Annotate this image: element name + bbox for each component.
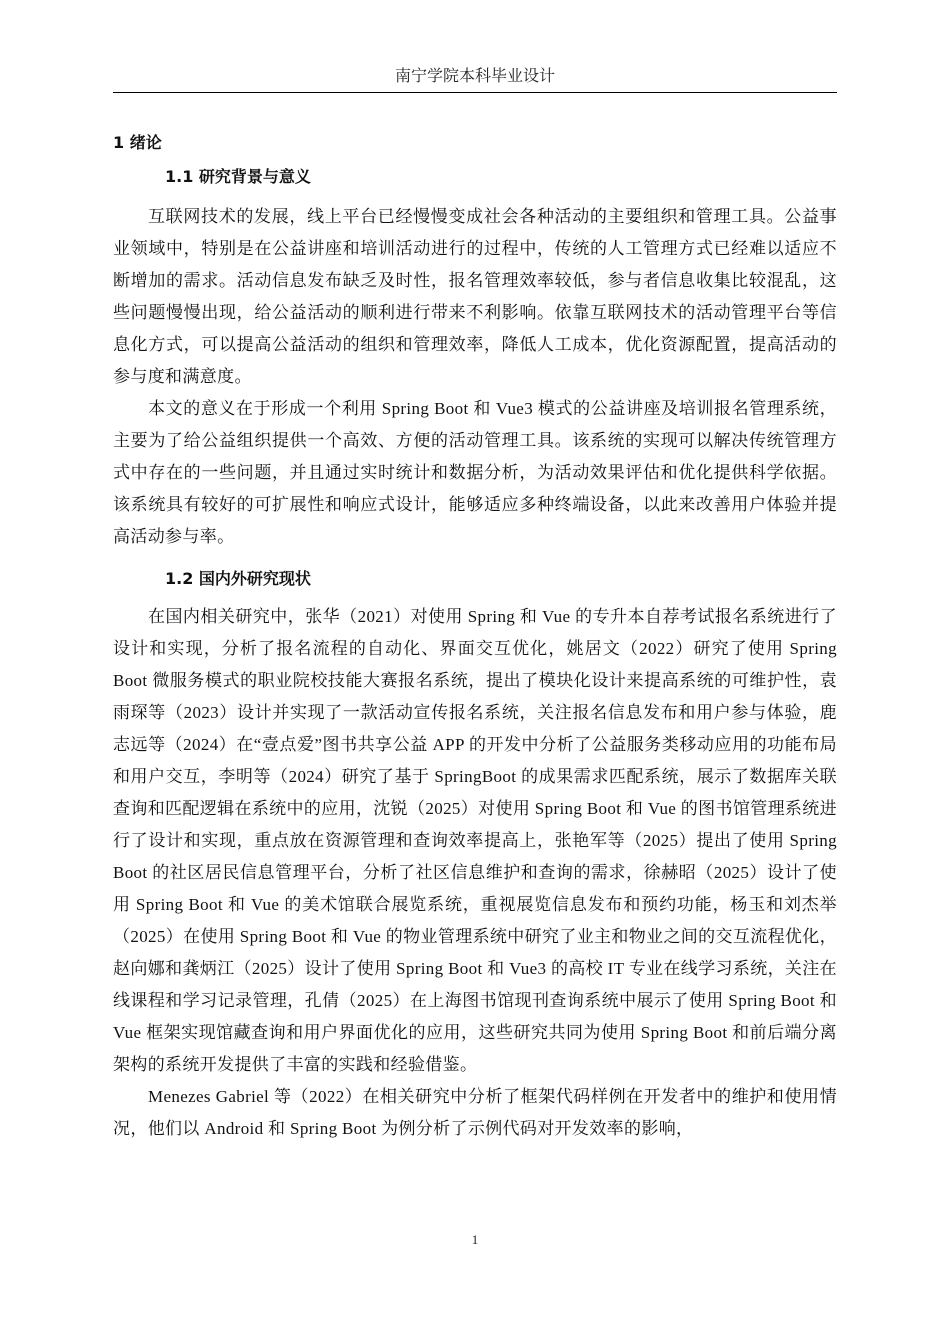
chapter-heading: 1 绪论	[113, 133, 162, 152]
paragraph: 在国内相关研究中，张华（2021）对使用 Spring 和 Vue 的专升本自荐考试报名系统进行了设计和实现，分析了报名流程的自动化、界面交互优化，姚居文（2022）研究了使用 Spring Boot 微服务模式的职业院校技能大赛报名系统，提出了模块化设计来提高系统的可维护性，袁雨琛等（2023）设计并实现了一款活动宣传报名系统，关注报名信息发布和用户参与体验，鹿志远等（2024）在“壹点爱”图书共享公益 APP 的开发中分析了公益服务类移动应用的功能布局和用户交互，李明等（2024）研究了基于 SpringBoot 的成果需求匹配系统，展示了数据库关联查询和匹配逻辑在系统中的应用，沈锐（2025）对使用 Spring Boot 和 Vue 的图书馆管理系统进行了设计和实现，重点放在资源管理和查询效率提高上，张艳军等（2025）提出了使用 Spring Boot 的社区居民信息管理平台，分析了社区信息维护和查询的需求，徐赫昭（2025）设计了使用 Spring Boot 和 Vue 的美术馆联合展览系统，重视展览信息发布和预约功能，杨玉和刘杰举（2025）在使用 Spring Boot 和 Vue 的物业管理系统中研究了业主和物业之间的交互流程优化，赵向娜和龚炳江（2025）设计了使用 Spring Boot 和 Vue3 的高校 IT 专业在线学习系统，关注在线课程和学习记录管理，孔倩（2025）在上海图书馆现刊查询系统中展示了使用 Spring Boot 和 Vue 框架实现馆藏查询和用户界面优化的应用，这些研究共同为使用 Spring Boot 和前后端分离架构的系统开发提供了丰富的实践和经验借鉴。	[113, 607, 837, 1074]
page-content	[113, 127, 837, 1145]
page-header: 南宁学院本科毕业设计	[394, 68, 555, 85]
paragraph: 互联网技术的发展，线上平台已经慢慢变成社会各种活动的主要组织和管理工具。公益事业领域中，特别是在公益讲座和培训活动进行的过程中，传统的人工管理方式已经难以适应不断增加的需求。活动信息发布缺乏及时性，报名管理效率较低，参与者信息收集比较混乱，这些问题慢慢出现，给公益活动的顺利进行带来不利影响。依靠互联网技术的活动管理平台等信息化方式，可以提高公益活动的组织和管理效率，降低人工成本，优化资源配置，提高活动的参与度和满意度。	[113, 207, 837, 386]
header-rule	[113, 92, 837, 93]
page-number: 1	[471, 1232, 479, 1247]
paragraph: 本文的意义在于形成一个利用 Spring Boot 和 Vue3 模式的公益讲座及培训报名管理系统，主要为了给公益组织提供一个高效、方便的活动管理工具。该系统的实现可以解决传统管理方式中存在的一些问题，并且通过实时统计和数据分析，为活动效果评估和优化提供科学依据。该系统具有较好的可扩展性和响应式设计，能够适应多种终端设备，以此来改善用户体验并提高活动参与率。	[113, 399, 837, 546]
section-heading-1-1: 1.1 研究背景与意义	[165, 167, 311, 186]
paragraph: Menezes Gabriel 等（2022）在相关研究中分析了框架代码样例在开发者中的维护和使用情况，他们以 Android 和 Spring Boot 为例分析了示例代码对开发效率的影响，	[113, 1087, 837, 1138]
section-heading-1-2: 1.2 国内外研究现状	[165, 569, 311, 588]
